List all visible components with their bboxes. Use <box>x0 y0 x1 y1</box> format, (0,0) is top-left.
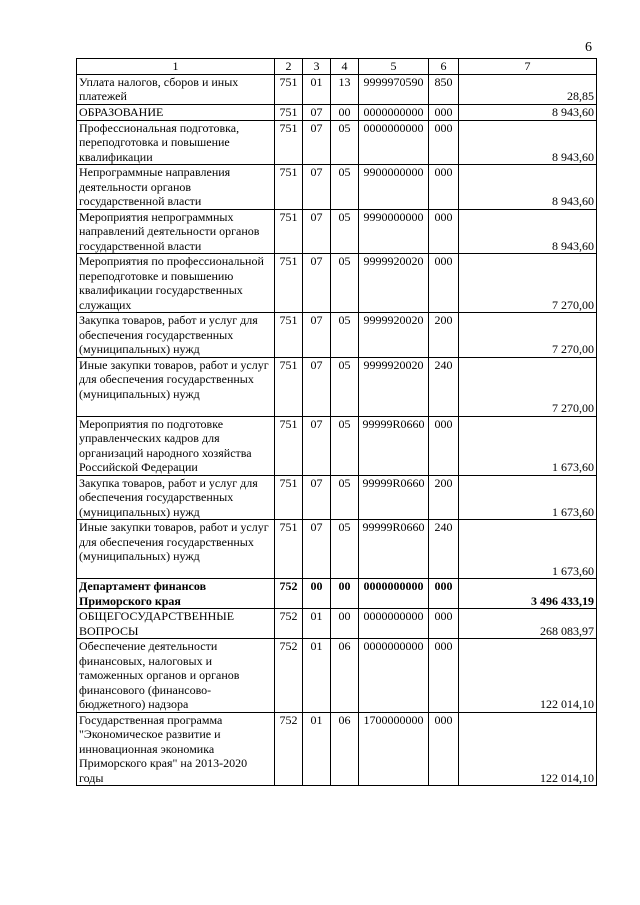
table-row <box>77 357 597 416</box>
table-row <box>77 120 597 165</box>
subsection-code-cell: 06 <box>331 639 359 713</box>
subsection-code-cell: 13 <box>331 74 359 104</box>
budget-table <box>76 58 597 786</box>
subsection-code-cell: 00 <box>331 579 359 609</box>
section-code-cell: 07 <box>303 104 331 120</box>
row-name-cell: Мероприятия непрограммных направлений деятельности органов государственной власти <box>77 209 275 254</box>
table-row <box>77 209 597 254</box>
expense-type-cell: 000 <box>429 104 459 120</box>
target-code-cell: 99999R0660 <box>359 416 429 475</box>
subsection-code-cell: 05 <box>331 209 359 254</box>
expense-type-cell: 000 <box>429 609 459 639</box>
subsection-code-cell: 05 <box>331 520 359 579</box>
expense-type-cell: 000 <box>429 120 459 165</box>
section-code-cell: 07 <box>303 416 331 475</box>
amount-cell: 1 673,60 <box>459 520 597 579</box>
section-code-cell: 07 <box>303 209 331 254</box>
amount-cell: 28,85 <box>459 74 597 104</box>
target-code-cell: 0000000000 <box>359 609 429 639</box>
row-name-cell: Государственная программа "Экономическое развитие и инновационная экономика Приморского края" на 2013-2020 годы <box>77 712 275 786</box>
target-code-cell: 99999R0660 <box>359 520 429 579</box>
table-row <box>77 313 597 358</box>
target-code-cell: 9990000000 <box>359 209 429 254</box>
table-header-row <box>77 59 597 75</box>
ministry-code-cell: 751 <box>275 520 303 579</box>
target-code-cell: 99999R0660 <box>359 475 429 520</box>
row-name-cell: Непрограммные направления деятельности органов государственной власти <box>77 165 275 210</box>
row-name-cell: ОБЩЕГОСУДАРСТВЕННЫЕ ВОПРОСЫ <box>77 609 275 639</box>
target-code-cell: 0000000000 <box>359 104 429 120</box>
section-code-cell: 07 <box>303 254 331 313</box>
ministry-code-cell: 752 <box>275 609 303 639</box>
subsection-code-cell: 06 <box>331 712 359 786</box>
amount-cell: 122 014,10 <box>459 639 597 713</box>
target-code-cell: 9999920020 <box>359 357 429 416</box>
expense-type-cell: 200 <box>429 313 459 358</box>
column-header: 5 <box>359 59 429 75</box>
column-header: 4 <box>331 59 359 75</box>
amount-cell: 8 943,60 <box>459 165 597 210</box>
subsection-code-cell: 05 <box>331 165 359 210</box>
section-code-cell: 01 <box>303 639 331 713</box>
table-row <box>77 520 597 579</box>
expense-type-cell: 000 <box>429 639 459 713</box>
section-code-cell: 07 <box>303 475 331 520</box>
amount-cell: 7 270,00 <box>459 313 597 358</box>
column-header: 6 <box>429 59 459 75</box>
subsection-code-cell: 05 <box>331 475 359 520</box>
ministry-code-cell: 751 <box>275 313 303 358</box>
ministry-code-cell: 751 <box>275 209 303 254</box>
row-name-cell: Департамент финансов Приморского края <box>77 579 275 609</box>
column-header: 3 <box>303 59 331 75</box>
target-code-cell: 9999970590 <box>359 74 429 104</box>
amount-cell: 8 943,60 <box>459 104 597 120</box>
section-code-cell: 00 <box>303 579 331 609</box>
target-code-cell: 9999920020 <box>359 254 429 313</box>
subsection-code-cell: 05 <box>331 313 359 358</box>
expense-type-cell: 240 <box>429 520 459 579</box>
section-code-cell: 01 <box>303 712 331 786</box>
table-row <box>77 639 597 713</box>
section-code-cell: 07 <box>303 165 331 210</box>
ministry-code-cell: 752 <box>275 712 303 786</box>
column-header: 2 <box>275 59 303 75</box>
ministry-code-cell: 752 <box>275 579 303 609</box>
expense-type-cell: 000 <box>429 712 459 786</box>
subsection-code-cell: 05 <box>331 120 359 165</box>
target-code-cell: 0000000000 <box>359 120 429 165</box>
table-row <box>77 416 597 475</box>
row-name-cell: Закупка товаров, работ и услуг для обеспечения государственных (муниципальных) нужд <box>77 313 275 358</box>
expense-type-cell: 200 <box>429 475 459 520</box>
ministry-code-cell: 751 <box>275 74 303 104</box>
subsection-code-cell: 00 <box>331 104 359 120</box>
section-code-cell: 07 <box>303 520 331 579</box>
ministry-code-cell: 751 <box>275 104 303 120</box>
column-header: 7 <box>459 59 597 75</box>
row-name-cell: Иные закупки товаров, работ и услуг для обеспечения государственных (муниципальных) нужд <box>77 520 275 579</box>
ministry-code-cell: 751 <box>275 120 303 165</box>
ministry-code-cell: 751 <box>275 165 303 210</box>
target-code-cell: 1700000000 <box>359 712 429 786</box>
amount-cell: 7 270,00 <box>459 254 597 313</box>
ministry-code-cell: 751 <box>275 416 303 475</box>
amount-cell: 1 673,60 <box>459 416 597 475</box>
subsection-code-cell: 05 <box>331 357 359 416</box>
row-name-cell: Уплата налогов, сборов и иных платежей <box>77 74 275 104</box>
amount-cell: 8 943,60 <box>459 120 597 165</box>
ministry-code-cell: 752 <box>275 639 303 713</box>
table-row <box>77 104 597 120</box>
ministry-code-cell: 751 <box>275 357 303 416</box>
target-code-cell: 9999920020 <box>359 313 429 358</box>
row-name-cell: Мероприятия по профессиональной переподготовке и повышению квалификации государственных служащих <box>77 254 275 313</box>
amount-cell: 1 673,60 <box>459 475 597 520</box>
amount-cell: 3 496 433,19 <box>459 579 597 609</box>
row-name-cell: Иные закупки товаров, работ и услуг для обеспечения государственных (муниципальных) нужд <box>77 357 275 416</box>
expense-type-cell: 240 <box>429 357 459 416</box>
target-code-cell: 0000000000 <box>359 579 429 609</box>
expense-type-cell: 000 <box>429 579 459 609</box>
amount-cell: 7 270,00 <box>459 357 597 416</box>
amount-cell: 268 083,97 <box>459 609 597 639</box>
expense-type-cell: 000 <box>429 165 459 210</box>
amount-cell: 122 014,10 <box>459 712 597 786</box>
table-row <box>77 475 597 520</box>
row-name-cell: ОБРАЗОВАНИЕ <box>77 104 275 120</box>
column-header: 1 <box>77 59 275 75</box>
row-name-cell: Обеспечение деятельности финансовых, налоговых и таможенных органов и органов финансового (финансово-бюджетного) надзора <box>77 639 275 713</box>
section-code-cell: 01 <box>303 74 331 104</box>
expense-type-cell: 000 <box>429 254 459 313</box>
table-row <box>77 165 597 210</box>
table-row <box>77 254 597 313</box>
subsection-code-cell: 05 <box>331 254 359 313</box>
section-code-cell: 07 <box>303 313 331 358</box>
row-name-cell: Закупка товаров, работ и услуг для обеспечения государственных (муниципальных) нужд <box>77 475 275 520</box>
row-name-cell: Профессиональная подготовка, переподготовка и повышение квалификации <box>77 120 275 165</box>
ministry-code-cell: 751 <box>275 254 303 313</box>
section-code-cell: 01 <box>303 609 331 639</box>
subsection-code-cell: 00 <box>331 609 359 639</box>
subsection-code-cell: 05 <box>331 416 359 475</box>
section-code-cell: 07 <box>303 120 331 165</box>
ministry-code-cell: 751 <box>275 475 303 520</box>
target-code-cell: 0000000000 <box>359 639 429 713</box>
table-row <box>77 74 597 104</box>
expense-type-cell: 850 <box>429 74 459 104</box>
page-number: 6 <box>585 40 592 55</box>
amount-cell: 8 943,60 <box>459 209 597 254</box>
expense-type-cell: 000 <box>429 416 459 475</box>
table-row <box>77 609 597 639</box>
target-code-cell: 9900000000 <box>359 165 429 210</box>
section-code-cell: 07 <box>303 357 331 416</box>
expense-type-cell: 000 <box>429 209 459 254</box>
row-name-cell: Мероприятия по подготовке управленческих кадров для организаций народного хозяйства Российской Федерации <box>77 416 275 475</box>
table-row <box>77 712 597 786</box>
table-row <box>77 579 597 609</box>
